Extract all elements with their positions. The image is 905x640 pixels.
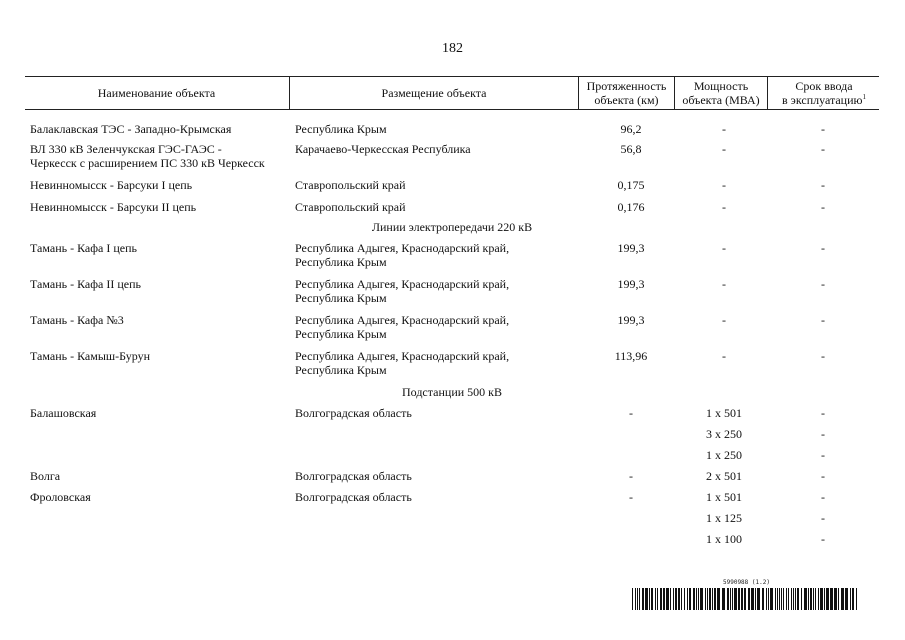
section-heading: Подстанции 500 кВ [402,385,502,399]
object-power: 1 х 100 [706,532,742,546]
object-power: 3 х 250 [706,427,742,441]
object-name [30,178,288,192]
object-placement-line: Республика Адыгея, Краснодарский край, [295,349,510,363]
object-power: 1 х 501 [706,490,742,504]
object-power: 1 х 125 [706,511,742,525]
object-length: 113,96 [614,349,648,363]
object-power: 2 х 501 [706,469,742,483]
object-length: 0,176 [617,200,645,214]
object-name-line: Тамань - Кафа №3 [30,313,124,327]
object-name-line: Балаклавская ТЭС - Западно-Крымская [30,122,232,136]
object-placement [295,178,577,192]
barcode-image [632,588,858,610]
header-placement: Размещение объекта [289,77,578,109]
object-placement [295,406,577,420]
commission-date: - [821,532,825,546]
header-length [578,77,674,109]
object-placement [295,490,577,504]
header-commission-date [767,77,880,109]
object-name-line: Волга [30,469,61,483]
object-name [30,490,288,504]
object-placement-line: Волгоградская область [295,490,412,504]
object-length: - [629,490,633,504]
header-name: Наименование объекта [97,86,216,100]
object-power: - [722,200,726,214]
object-name-line: Тамань - Камыш-Бурун [30,349,151,363]
object-name-line: Тамань - Кафа II цепь [30,277,141,291]
object-power: - [722,349,726,363]
commission-date: - [821,427,825,441]
object-placement-line: Карачаево-Черкесская Республика [295,142,471,156]
object-name-line: Черкесск с расширением ПС 330 кВ Черкесск [30,156,265,170]
commission-date: - [821,469,825,483]
object-placement-line: Республика Адыгея, Краснодарский край, [295,241,510,255]
object-placement-line: Волгоградская область [295,469,412,483]
object-placement-line: Республика Крым [295,363,387,377]
object-power: - [722,313,726,327]
commission-date: - [821,142,825,156]
object-placement [295,313,577,341]
commission-date: - [821,122,825,136]
barcode-label: 5990988 (1.2) [723,579,770,586]
object-placement-line: Ставропольский край [295,178,406,192]
object-power: 1 х 501 [706,406,742,420]
commission-date: - [821,490,825,504]
header-power [674,77,767,109]
object-name [30,122,288,136]
commission-date: - [821,406,825,420]
object-length: 0,175 [617,178,645,192]
commission-date: - [821,511,825,525]
object-power: - [722,122,726,136]
section-heading: Линии электропередачи 220 кВ [371,220,533,234]
commission-date: - [821,313,825,327]
commission-date: - [821,349,825,363]
object-name [30,313,288,327]
object-power: - [722,142,726,156]
commission-date: - [821,178,825,192]
commission-date: - [821,448,825,462]
object-placement [295,142,577,156]
object-name-line: ВЛ 330 кВ Зеленчукская ГЭС-ГАЭС - [30,142,222,156]
header-date-line2: в эксплуатацию [782,93,863,107]
object-name-line: Невинномысск - Барсуки I цепь [30,178,193,192]
object-name [30,241,288,255]
object-power: - [722,178,726,192]
commission-date: - [821,277,825,291]
object-placement [295,277,577,305]
object-length: 56,8 [620,142,642,156]
header-date-line1: Срок ввода [795,79,853,93]
header-length-line1: Протяженность [586,79,667,93]
object-length: 199,3 [617,277,645,291]
object-placement [295,469,577,483]
commission-date: - [821,241,825,255]
footnote-marker: 1 [862,93,866,101]
object-placement-line: Республика Крым [295,122,387,136]
object-placement [295,122,577,136]
object-name-line: Балашовская [30,406,97,420]
object-power: - [722,241,726,255]
object-power: 1 х 250 [706,448,742,462]
object-power: - [722,277,726,291]
object-name-line: Тамань - Кафа I цепь [30,241,137,255]
object-placement [295,349,577,377]
object-placement-line: Ставропольский край [295,200,406,214]
header-power-line1: Мощность [693,79,749,93]
object-name-line: Невинномысск - Барсуки II цепь [30,200,197,214]
object-name [30,469,288,483]
object-placement [295,200,577,214]
object-name [30,142,288,170]
object-placement-line: Республика Крым [295,327,387,341]
object-name [30,200,288,214]
commission-date: - [821,200,825,214]
objects-table [25,76,879,546]
object-length: 199,3 [617,313,645,327]
object-placement-line: Волгоградская область [295,406,412,420]
object-placement-line: Республика Крым [295,255,387,269]
object-length: - [629,406,633,420]
page-number: 182 [442,41,463,56]
object-name [30,349,288,363]
header-length-line2: объекта (км) [594,93,659,107]
object-length: 199,3 [617,241,645,255]
object-placement-line: Республика Крым [295,291,387,305]
object-name [30,406,288,420]
object-placement-line: Республика Адыгея, Краснодарский край, [295,277,510,291]
object-placement-line: Республика Адыгея, Краснодарский край, [295,313,510,327]
header-power-line2: объекта (МВА) [682,93,760,107]
object-name-line: Фроловская [30,490,91,504]
table-header [25,76,879,110]
object-length: 96,2 [620,122,642,136]
object-name [30,277,288,291]
object-placement [295,241,577,269]
object-length: - [629,469,633,483]
